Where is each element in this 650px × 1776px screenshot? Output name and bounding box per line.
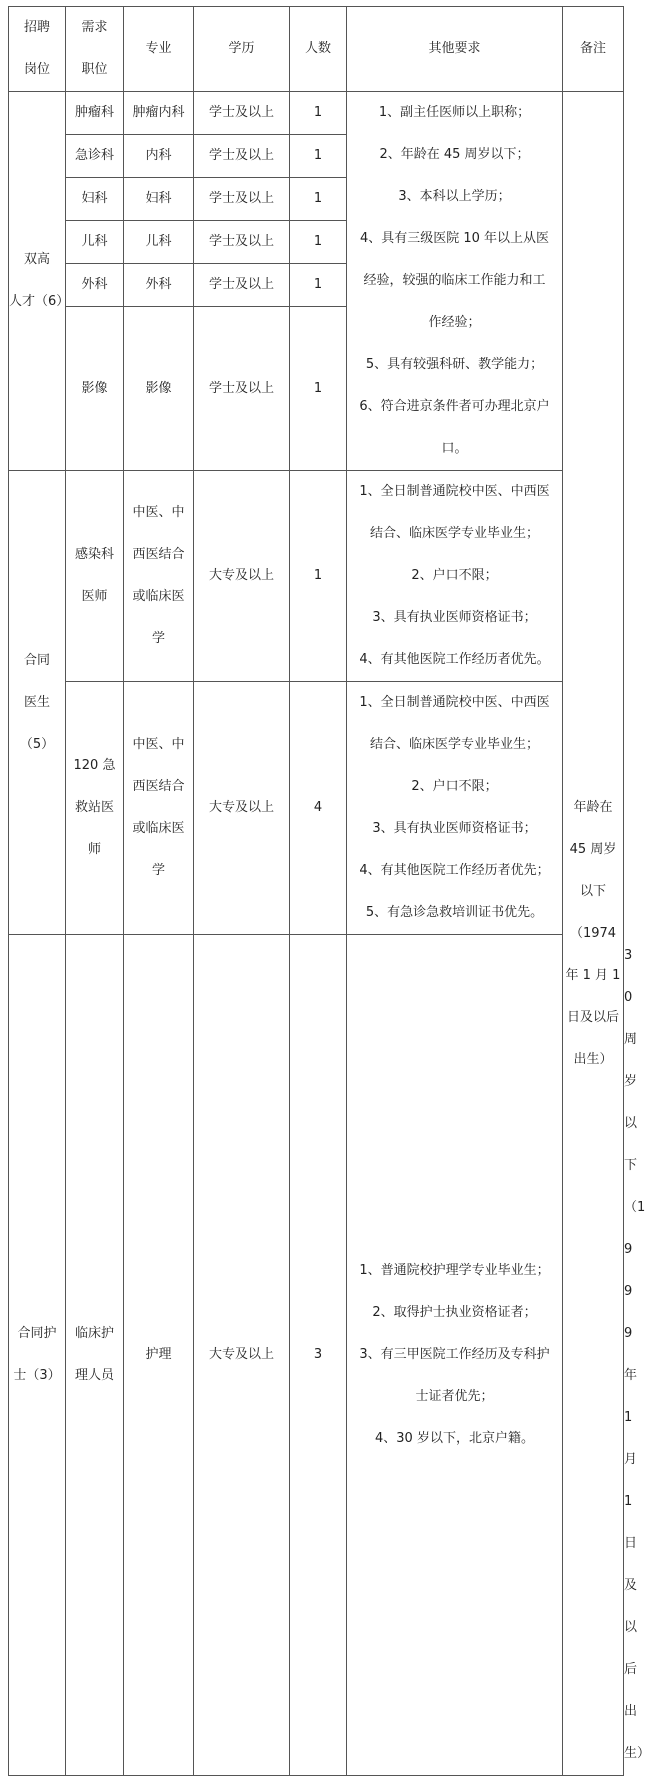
count-cell: 1 — [290, 264, 347, 307]
count-cell: 1 — [290, 471, 347, 682]
education-cell: 学士及以上 — [194, 92, 290, 135]
requirement-line: 3、具有执业医师资格证书； — [372, 610, 537, 625]
table-row — [9, 92, 624, 135]
dept-cell: 影像 — [66, 307, 124, 471]
major-cell: 内科 — [124, 135, 194, 178]
header-major: 专业 — [124, 7, 194, 92]
table-row — [9, 471, 624, 682]
requirements-cell — [347, 92, 563, 471]
dept-cell: 急诊科 — [66, 135, 124, 178]
count-cell: 4 — [290, 682, 347, 935]
table-row: 合同护 士（3） 临床护 理人员 护理 大专及以上 3 1、普通院校护理学专业毕业生； 2、取得护士执业资格证者； 3、有三甲医院工作经历及专科护 士证者优先； 4、30 岁以下，北京户籍。 30 周岁 以下 （1999 年 1 月 1 日及以后 出生） — [9, 935, 624, 1776]
count-cell: 1 — [290, 307, 347, 471]
count-cell: 1 — [290, 135, 347, 178]
education-cell: 学士及以上 — [194, 135, 290, 178]
requirement-line: 结合、临床医学专业毕业生； — [369, 526, 539, 541]
count-cell: 1 — [290, 178, 347, 221]
requirement-line: 4、有其他医院工作经历者优先； — [359, 863, 550, 878]
group-position-cell: 双高 人才（6） — [9, 92, 66, 471]
requirements-cell — [347, 682, 563, 935]
education-cell: 学士及以上 — [194, 178, 290, 221]
requirement-line: 士证者优先； — [415, 1389, 494, 1404]
requirement-line: 2、户口不限； — [411, 779, 498, 794]
note-cell: 年龄在 45 周岁 以下 （1974 年 1 月 1 日及以后 出生） — [563, 92, 624, 1776]
requirement-line: 结合、临床医学专业毕业生； — [369, 737, 539, 752]
requirement-line: 1、全日制普通院校中医、中西医 — [359, 695, 550, 710]
header-count: 人数 — [290, 7, 347, 92]
requirement-line: 5、有急诊急救培训证书优先。 — [365, 905, 544, 920]
header-row — [9, 7, 624, 92]
education-cell: 学士及以上 — [194, 221, 290, 264]
requirement-line: 1、副主任医师以上职称； — [378, 105, 531, 120]
table-row — [9, 682, 624, 935]
dept-cell: 临床护 理人员 — [66, 935, 124, 1776]
dept-cell: 肿瘤科 — [66, 92, 124, 135]
requirement-line: 经验，较强的临床工作能力和工 — [363, 273, 546, 288]
major-cell: 中医、中 西医结合 或临床医 学 — [124, 682, 194, 935]
education-cell: 大专及以上 — [194, 682, 290, 935]
header-requirements: 其他要求 — [347, 7, 563, 92]
count-cell: 1 — [290, 221, 347, 264]
requirement-line: 6、符合进京条件者可办理北京户 — [359, 399, 550, 414]
education-cell: 学士及以上 — [194, 264, 290, 307]
requirement-line: 2、户口不限； — [411, 568, 498, 583]
major-cell: 中医、中 西医结合 或临床医 学 — [124, 471, 194, 682]
requirements-cell — [347, 471, 563, 682]
requirement-line: 2、取得护士执业资格证者； — [372, 1305, 537, 1320]
major-cell: 影像 — [124, 307, 194, 471]
dept-cell: 120 急 救站医 师 — [66, 682, 124, 935]
requirements-cell — [347, 935, 563, 1776]
requirement-line: 作经验； — [428, 315, 481, 330]
major-cell: 外科 — [124, 264, 194, 307]
header-notes: 备注 — [563, 7, 624, 92]
requirement-line: 4、具有三级医院 10 年以上从医 — [359, 231, 550, 246]
header-position: 招聘 岗位 — [9, 7, 66, 92]
requirement-line: 4、有其他医院工作经历者优先。 — [359, 652, 550, 667]
group-position-cell: 合同护 士（3） — [9, 935, 66, 1776]
requirement-line: 3、有三甲医院工作经历及专科护 — [359, 1347, 550, 1362]
dept-cell: 妇科 — [66, 178, 124, 221]
count-cell: 1 — [290, 92, 347, 135]
recruitment-table — [8, 6, 650, 1776]
major-cell: 妇科 — [124, 178, 194, 221]
requirement-line: 3、本科以上学历； — [398, 189, 511, 204]
education-cell: 学士及以上 — [194, 307, 290, 471]
requirement-line: 口。 — [441, 441, 468, 456]
requirement-line: 1、全日制普通院校中医、中西医 — [359, 484, 550, 499]
requirement-line: 2、年龄在 45 周岁以下； — [379, 147, 530, 162]
requirement-line: 4、30 岁以下，北京户籍。 — [375, 1431, 534, 1446]
count-cell: 3 — [290, 935, 347, 1776]
major-cell: 护理 — [124, 935, 194, 1776]
requirement-line: 3、具有执业医师资格证书； — [372, 821, 537, 836]
dept-cell: 外科 — [66, 264, 124, 307]
education-cell: 大专及以上 — [194, 471, 290, 682]
major-cell: 儿科 — [124, 221, 194, 264]
header-education: 学历 — [194, 7, 290, 92]
dept-cell: 儿科 — [66, 221, 124, 264]
requirement-line: 5、具有较强科研、教学能力； — [365, 357, 544, 372]
dept-cell: 感染科 医师 — [66, 471, 124, 682]
requirement-line: 1、普通院校护理学专业毕业生； — [359, 1263, 550, 1278]
group-position-cell: 合同 医生 （5） — [9, 471, 66, 935]
major-cell: 肿瘤内科 — [124, 92, 194, 135]
education-cell: 大专及以上 — [194, 935, 290, 1776]
header-dept: 需求 职位 — [66, 7, 124, 92]
